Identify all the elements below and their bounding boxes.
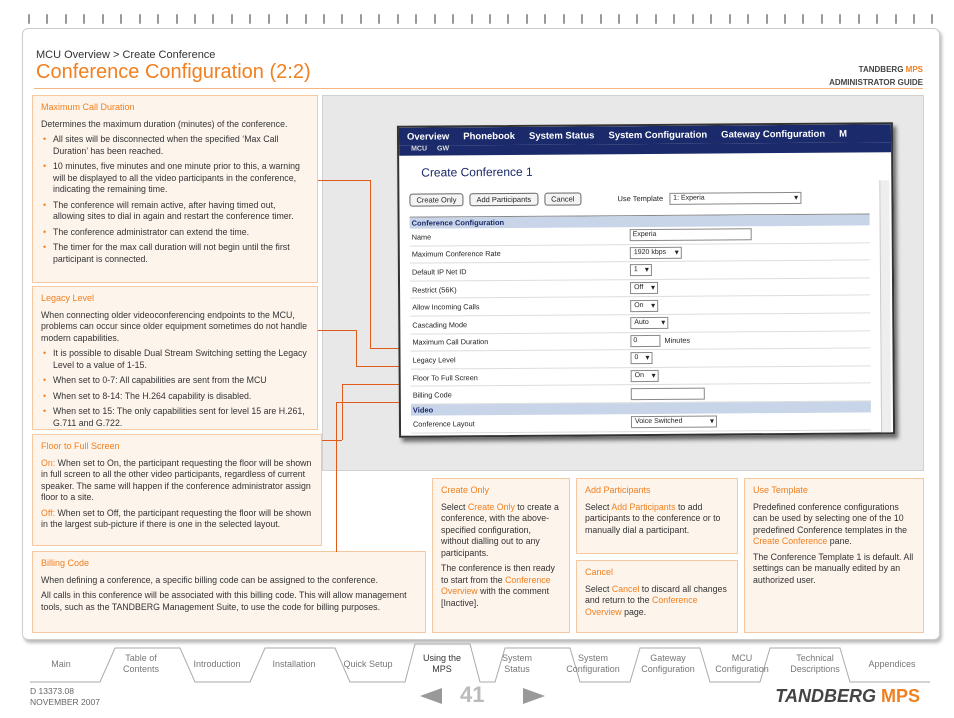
scrollbar[interactable] xyxy=(879,180,891,436)
box-intro: Determines the maximum duration (minutes) of the conference. xyxy=(41,118,288,129)
nav-quick-setup[interactable]: Quick Setup xyxy=(343,658,393,669)
ip-net-select[interactable]: 1 ▾ xyxy=(630,264,652,276)
table-row xyxy=(411,412,871,433)
list-item: • The conference will remain active, after having timed out, allowing sites to dial in again and restart the conference timer. xyxy=(41,200,309,223)
brand-suffix: MPS xyxy=(880,686,920,706)
conference-overview-link[interactable]: Conference Overview xyxy=(585,595,698,617)
cancel-box: Cancel Select Cancel to discard all changes and return to the Conference Overview page. xyxy=(576,560,738,633)
create-only-box: Create Only Select Create Only to create a conference, with the above-specified configuration, without dialling out to any participants. The conference is then ready to start from the Conference Overview with the comment [Inactive]. xyxy=(432,478,570,633)
restrict-select[interactable]: Off ▾ xyxy=(630,282,658,294)
doc-date: NOVEMBER 2007 xyxy=(30,697,100,707)
cancel-link[interactable]: Cancel xyxy=(611,583,640,594)
rate-select[interactable]: 1920 kbps ▾ xyxy=(630,247,682,259)
connector-line xyxy=(356,330,357,366)
add-participants-button[interactable]: Add Participants xyxy=(469,193,538,206)
nav-system-status[interactable]: System Status xyxy=(501,653,532,674)
use-template-label: Use Template xyxy=(617,193,664,204)
previous-page-arrow-icon[interactable] xyxy=(420,688,442,704)
on-text: When set to On, the participant requesting the floor will be shown in full screen to all the other video participants, regardless of current speaker. The same will happen if the conference administrator assign floor to a site. xyxy=(41,457,312,502)
billing-code-box xyxy=(32,551,426,633)
brand-name: TANDBERG xyxy=(858,65,904,74)
off-label: Off: xyxy=(41,507,56,518)
list-item: • 10 minutes, five minutes and one minute prior to this, a warning will be displayed to all the video participants in the conference, indicating the remaining time. xyxy=(41,161,309,196)
connector-line xyxy=(370,180,371,348)
row-label: Floor To Full Screen xyxy=(412,372,478,383)
brand-suffix: MPS xyxy=(905,65,923,74)
row-label: Legacy Level xyxy=(412,355,456,365)
connector-line xyxy=(336,402,400,403)
add-participants-link[interactable]: Add Participants xyxy=(611,501,676,512)
connector-line xyxy=(318,330,356,331)
create-conference-title: Create Conference 1 xyxy=(421,164,533,180)
legacy-level-box xyxy=(32,286,318,430)
box-heading: Create Only xyxy=(441,485,490,495)
connector-line xyxy=(342,384,400,385)
box-heading: Billing Code xyxy=(41,558,90,568)
row-label: Cascading Mode xyxy=(412,320,468,330)
section-header: Conference Configuration xyxy=(410,214,870,228)
nav-using-the-mps[interactable]: Using the MPS xyxy=(422,653,462,674)
config-table xyxy=(410,213,872,433)
billing-p2: All calls in this conference will be associated with this billing code. This will allow management tools, such as the TANDBERG Management Suite, to use the code for billing purposes. xyxy=(41,590,407,612)
section-header-video: Video xyxy=(411,401,871,415)
tab-more[interactable]: M xyxy=(839,128,848,140)
nav-technical-descriptions[interactable]: Technical Descriptions xyxy=(790,653,840,674)
layout-select[interactable]: Voice Switched ▾ xyxy=(631,416,717,429)
row-label: Default IP Net ID xyxy=(411,267,467,277)
connector-line xyxy=(318,180,370,181)
footer-logo xyxy=(775,686,920,707)
create-conference-screenshot xyxy=(397,122,895,437)
nav-installation[interactable]: Installation xyxy=(272,658,316,669)
use-template-box: Use Template Predefined conference configurations can be used by selecting one of the 10 predefined Conference templates in the Create Conference pane. The Conference Template 1 is default. All settings can be manually edited by an authorized user. xyxy=(744,478,924,633)
breadcrumb[interactable]: MCU Overview > Create Conference xyxy=(36,49,216,61)
name-field[interactable]: Experia xyxy=(630,229,752,242)
list-item: • When set to 8-14: The H.264 capability is disabled. xyxy=(41,391,309,403)
row-label: Conference Layout xyxy=(412,418,475,429)
box-heading: Cancel xyxy=(585,567,614,577)
header-divider xyxy=(34,88,923,89)
next-page-arrow-icon[interactable] xyxy=(523,688,545,704)
on-label: On: xyxy=(41,457,56,468)
cascading-select[interactable]: Auto ▾ xyxy=(630,317,668,329)
create-conference-link[interactable]: Create Conference xyxy=(753,536,828,546)
list-item: • The timer for the max call duration will not begin until the first participant is connected. xyxy=(41,242,309,265)
box-heading: Use Template xyxy=(753,485,808,495)
row-label: Allow Incoming Calls xyxy=(412,302,480,312)
nav-appendices[interactable]: Appendices xyxy=(868,658,916,669)
nav-introduction[interactable]: Introduction xyxy=(193,658,241,669)
box-heading: Floor to Full Screen xyxy=(41,441,120,451)
floor-select[interactable]: On ▾ xyxy=(631,370,659,382)
minutes-label: Minutes xyxy=(664,336,691,346)
tab-system-status[interactable]: System Status xyxy=(528,129,595,142)
connector-line xyxy=(356,366,400,367)
row-label: Name xyxy=(411,232,432,242)
row-label: Maximum Call Duration xyxy=(412,337,489,347)
row-label: Maximum Conference Rate xyxy=(411,249,501,260)
create-only-link[interactable]: Create Only xyxy=(467,501,515,512)
max-call-duration-box xyxy=(32,95,318,283)
box-heading: Add Participants xyxy=(585,485,651,495)
tab-overview[interactable]: Overview xyxy=(406,130,450,143)
footer-nav xyxy=(30,648,930,680)
list-item: • It is possible to disable Dual Stream Switching setting the Legacy Level to a value of 1-15. xyxy=(41,348,309,371)
billing-p1: When defining a conference, a specific billing code can be assigned to the conference. xyxy=(41,574,378,585)
box-heading: Maximum Call Duration xyxy=(41,102,135,112)
list-item: • When set to 15: The only capabilities sent for level 15 are H.261, G.711 and G.722. xyxy=(41,406,309,429)
row-label: Restrict (56K) xyxy=(412,284,457,295)
page-number: 41 xyxy=(460,682,485,707)
row-label: Billing Code xyxy=(412,390,452,400)
list-item: • The conference administrator can extend the time. xyxy=(41,227,309,239)
tab-phonebook[interactable]: Phonebook xyxy=(463,130,516,142)
list-item: • When set to 0-7: All capabilities are sent from the MCU xyxy=(41,375,309,387)
conference-overview-link[interactable]: Conference Overview xyxy=(441,574,551,596)
list-item: • All sites will be disconnected when the specified ‘Max Call Duration’ has been reached. xyxy=(41,134,309,157)
header-brand xyxy=(829,63,923,89)
brand-name: TANDBERG xyxy=(775,686,876,706)
box-intro: When connecting older videoconferencing endpoints to the MCU, problems can occur since older equipment sometimes do not handle modern capabilities. xyxy=(41,309,308,343)
incoming-calls-select[interactable]: On ▾ xyxy=(630,300,658,312)
connector-line xyxy=(322,440,342,441)
box-heading: Legacy Level xyxy=(41,293,95,303)
subtab-gw[interactable]: GW xyxy=(436,145,450,153)
create-only-button[interactable]: Create Only xyxy=(409,193,463,206)
connector-line xyxy=(370,348,400,349)
billing-code-field[interactable] xyxy=(631,387,705,400)
off-text: When set to Off, the participant requesting the floor will be shown in the largest sub-picture if there is one in the selected layout. xyxy=(41,507,312,529)
subtab-mcu[interactable]: MCU xyxy=(411,145,428,153)
call-duration-field[interactable]: 0 xyxy=(630,335,660,347)
connector-line xyxy=(342,384,343,440)
nav-main[interactable]: Main xyxy=(51,658,71,669)
document-id xyxy=(30,686,100,708)
tab-gateway-configuration[interactable]: Gateway Configuration xyxy=(721,128,826,140)
legacy-level-select[interactable]: 0 ▾ xyxy=(631,352,653,364)
tab-system-configuration[interactable]: System Configuration xyxy=(608,129,708,141)
add-participants-box: Add Participants Select Add Participants to add participants to the conference or to manually dial a participant. xyxy=(576,478,738,554)
nav-gateway-configuration[interactable]: Gateway Configuration xyxy=(641,653,695,674)
nav-table-of-contents[interactable]: Table of Contents xyxy=(122,653,160,674)
cancel-button[interactable]: Cancel xyxy=(544,192,581,205)
nav-system-configuration[interactable]: System Configuration xyxy=(566,653,620,674)
nav-mcu-configuration[interactable]: MCU Configuration xyxy=(715,653,769,674)
connector-line xyxy=(336,402,337,552)
page-title: Conference Configuration (2:2) xyxy=(36,61,311,83)
floor-to-full-screen-box xyxy=(32,434,322,546)
guide-label: ADMINISTRATOR GUIDE xyxy=(829,78,923,87)
use-template-select[interactable]: 1: Experia ▾ xyxy=(669,191,801,204)
doc-number: D 13373.08 xyxy=(30,686,74,696)
